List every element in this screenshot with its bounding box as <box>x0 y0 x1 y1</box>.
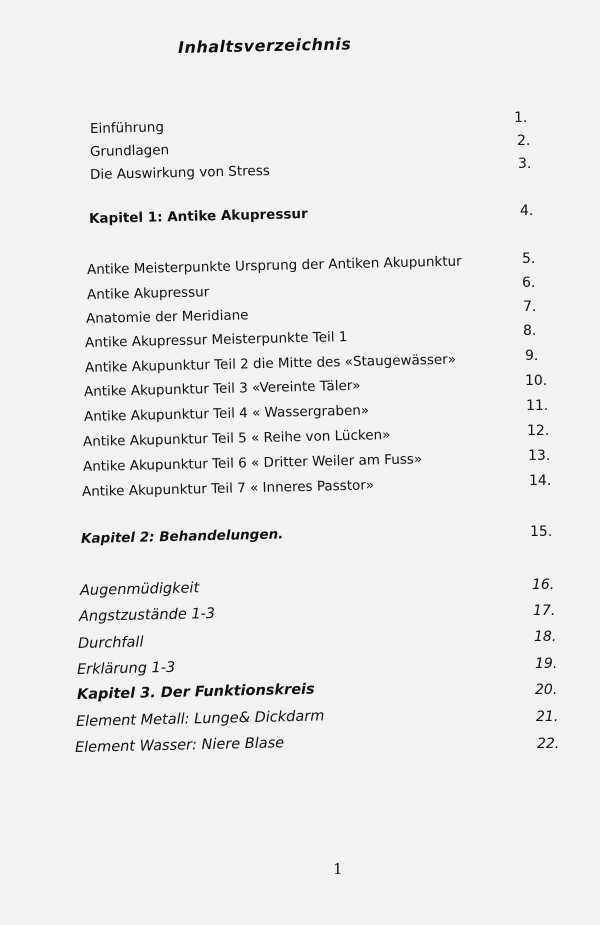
toc-entry-page: 12. <box>527 423 550 439</box>
toc-entry-label: Einführung <box>89 119 165 137</box>
toc-entry-page: 6. <box>522 275 536 291</box>
toc-chapter-heading: Kapitel 1: Antike Akupressur <box>88 206 308 227</box>
toc-entry-page: 14. <box>529 473 552 489</box>
toc-entry-page: 3. <box>518 156 532 172</box>
toc-entry-label: Antike Akupunktur Teil 7 « Inneres Passtor» <box>81 477 375 500</box>
toc-entry-page: 16. <box>532 577 555 593</box>
toc-entry-page: 13. <box>528 448 551 464</box>
toc-entry-page: 15. <box>530 524 553 540</box>
toc-entry-label: Element Wasser: Niere Blase <box>74 735 285 756</box>
toc-entry-label: Antike Meisterpunkte Ursprung der Antiken Akupunktur <box>86 253 462 278</box>
toc-entry-page: 9. <box>525 348 539 364</box>
toc-entry-label: Anatomie der Meridiane <box>85 307 249 327</box>
toc-entry-label: Die Auswirkung von Stress <box>89 162 271 183</box>
toc-chapter-heading: Kapitel 2: Behandelungen. <box>80 526 284 547</box>
toc-entry-page: 17. <box>533 603 556 619</box>
toc-entry-page: 7. <box>523 299 537 315</box>
toc-entry-page: 2. <box>517 133 531 149</box>
toc-entry-page: 11. <box>526 398 549 414</box>
page-number: 1 <box>333 860 343 878</box>
toc-entry-label: Augenmüdigkeit <box>79 580 200 599</box>
toc-title: Inhaltsverzeichnis <box>177 34 352 57</box>
toc-entry-label: Antike Akupunktur Teil 2 die Mitte des «Staugewässer» <box>84 351 457 376</box>
toc-entry-page: 4. <box>520 203 534 219</box>
toc-entry-label: Antike Akupressur Meisterpunkte Teil 1 <box>84 329 348 351</box>
toc-entry-label: Antike Akupunktur Teil 4 « Wassergraben» <box>83 402 370 425</box>
toc-entry-label: Antike Akupunktur Teil 6 « Dritter Weiler am Fuss» <box>82 451 423 475</box>
toc-entry-label: Antike Akupressur <box>86 284 210 303</box>
toc-entry-page: 18. <box>534 629 557 645</box>
toc-entry-label: Durchfall <box>77 634 144 652</box>
toc-entry-label: Erklärung 1-3 <box>76 659 176 678</box>
toc-entry-page: 5. <box>522 251 536 267</box>
toc-entry-page: 10. <box>525 373 548 389</box>
toc-entry-label: Angstzustände 1-3 <box>78 605 216 625</box>
toc-entry-page: 21. <box>536 709 559 725</box>
toc-entry-label: Element Metall: Lunge& Dickdarm <box>75 708 325 730</box>
toc-entry-page: 8. <box>523 323 537 339</box>
toc-entry-label: Grundlagen <box>89 142 170 160</box>
toc-entry-page: 22. <box>537 736 560 752</box>
toc-entry-page: 20. <box>535 682 558 698</box>
toc-entry-page: 1. <box>514 110 528 126</box>
toc-entry-page: 19. <box>535 656 558 672</box>
toc-entry-label: Antike Akupunktur Teil 5 « Reihe von Lücken» <box>82 427 391 450</box>
toc-entry-label: Antike Akupunktur Teil 3 «Vereinte Täler» <box>83 377 361 400</box>
toc-chapter-heading: Kapitel 3. Der Funktionskreis <box>76 681 315 703</box>
